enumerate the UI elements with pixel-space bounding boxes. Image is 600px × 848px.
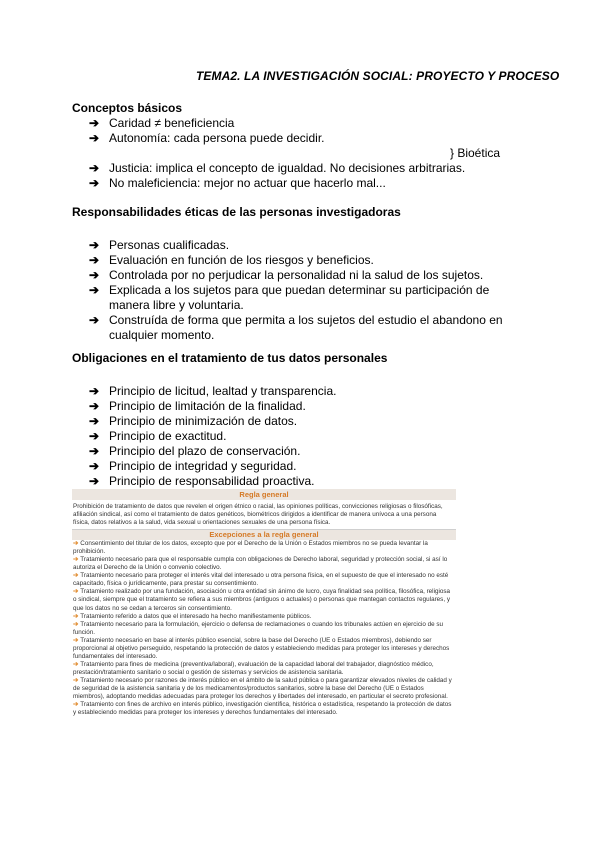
section-obligaciones [72,351,532,489]
section-responsabilidades [72,205,532,343]
list-item: ➔ Autonomía: cada persona puede decidir. [89,131,325,145]
list-item: ➔ Explicada a los sujetos para que puedan determinar su participación de manera libre y voluntaria. [89,283,490,312]
arrow-icon: ➔ [89,399,100,413]
arrow-icon: ➔ [73,556,79,564]
rgpd-exception-item: ➔ Tratamiento para fines de medicina (preventiva/laboral), evaluación de la capacidad laboral del trabajador, diagnóstico médico, prestación/tratamiento sanitario o social o gestión de sistemas y servicios de asistencia sanitaria. [73,660,434,676]
list-item: ➔ Personas cualificadas. [89,238,230,252]
arrow-icon: ➔ [73,636,79,644]
rgpd-exception-item: ➔ Tratamiento necesario por razones de interés público en el ámbito de la salud pública o para garantizar elevados niveles de calidad y de seguridad de la asistencia sanitaria y de los medicamentos/productos sanitarios, sobre la base del Derecho (UE o Estados miembros), adoptando medidas adecuadas para proteger los derechos y libertades del interesado, en particular el secreto profesional. [73,676,452,701]
bioetica-brace-label: } Bioética [450,146,501,160]
arrow-icon: ➔ [89,176,100,190]
arrow-icon: ➔ [73,701,79,709]
rgpd-exception-item: ➔ Tratamiento necesario en base al interés público esencial, sobre la base del Derecho (UE o Estados miembros), debiendo ser proporcional al objetivo perseguido, respetando la protección de datos y estableciendo medidas para proteger los intereses y derechos fundamentales del interesado. [73,636,450,660]
arrow-icon: ➔ [89,238,100,252]
arrow-icon: ➔ [89,444,100,458]
arrow-icon: ➔ [89,253,100,267]
list-item: ➔ Principio del plazo de conservación. [89,444,301,458]
list-item: ➔ Principio de responsabilidad proactiva. [89,474,315,488]
arrow-icon: ➔ [73,540,79,548]
section-heading-obligaciones: Obligaciones en el tratamiento de tus datos personales [72,351,388,365]
arrow-icon: ➔ [89,414,100,428]
arrow-icon: ➔ [73,660,79,668]
list-item: ➔ No maleficiencia: mejor no actuar que hacerlo mal... [89,176,386,190]
rgpd-exception-item: ➔ Consentimiento del titular de los datos, excepto que por el Derecho de la Unión o Estados miembros no se pueda levantar la prohibición. [73,540,428,556]
list-item: ➔ Principio de limitación de la finalidad. [89,399,306,413]
arrow-icon: ➔ [89,313,100,327]
list-item: ➔ Principio de minimización de datos. [89,414,298,428]
list-item: ➔ Construída de forma que permita a los sujetos del estudio el abandono en cualquier momento. [89,313,503,342]
arrow-icon: ➔ [73,676,79,684]
rgpd-exception-item: ➔ Tratamiento referido a datos que el interesado ha hecho manifiestamente públicos. [73,612,312,620]
rgpd-exception-item: ➔ Tratamiento realizado por una fundación, asociación u otra entidad sin ánimo de lucro, cuya finalidad sea política, filosófica, religiosa o sindical, siempre que el tratamiento se refiera a sus miembros (antiguos o actuales) o personas que mantegan contactos regulares, y que los datos no se cedan a terceros sin consentimiento. [73,588,451,612]
arrow-icon: ➔ [73,572,79,580]
rgpd-exception-item: ➔ Tratamiento con fines de archivo en interés público, investigación científica, histórica o estadística, respetando la protección de datos y estableciendo medidas para proteger los intereses y derechos fundamentales del interesado. [73,701,452,717]
arrow-icon: ➔ [89,116,100,130]
list-item: ➔ Justicia: implica el concepto de igualdad. No decisiones arbitrarias. [89,161,466,175]
arrow-icon: ➔ [73,620,79,628]
arrow-icon: ➔ [89,474,100,488]
rgpd-exception-item: ➔ Tratamiento necesario para la formulación, ejercicio o defensa de reclamaciones o cuando los tribunales actúen en ejercicio de su función. [73,620,444,636]
arrow-icon: ➔ [89,429,100,443]
list-item: ➔ Evaluación en función de los riesgos y beneficios. [89,253,374,267]
list-item: ➔ Principio de licitud, lealtad y transparencia. [89,384,337,398]
page-title: TEMA2. LA INVESTIGACIÓN SOCIAL: PROYECTO Y PROCESO [196,69,560,83]
arrow-icon: ➔ [73,588,79,596]
list-item: ➔ Principio de integridad y seguridad. [89,459,297,473]
rgpd-general-text: Prohibición de tratamiento de datos que revelen el origen étnico o racial, las opiniones políticas, convicciones religiosas o filosóficas, afiliación sindical, así como el tratamiento de datos genéticos, biométricos dirigidos a identificar de manera unívoca a una persona física, datos relativos a la salud, vida sexual u orientaciones sexuales de una persona física. [72,501,456,530]
section-heading-responsabilidades: Responsabilidades éticas de las personas investigadoras [72,205,401,219]
responsabilidades-list [72,238,532,343]
arrow-icon: ➔ [89,459,100,473]
list-item: ➔ Caridad ≠ beneficiencia [89,116,235,130]
arrow-icon: ➔ [89,283,100,297]
list-item: ➔ Controlada por no perjudicar la personalidad ni la salud de los sujetos. [89,268,484,282]
rgpd-exceptions-heading: Excepciones a la regla general [72,530,456,540]
section-heading-conceptos: Conceptos básicos [72,101,183,115]
rgpd-exception-item: ➔ Tratamiento necesario para proteger el interés vital del interesado u otra persona física, en el supuesto de que el interesado no esté capacitado, física o jurídicamente, para prestar su consentimiento. [73,572,449,588]
arrow-icon: ➔ [89,268,100,282]
obligaciones-list [72,384,532,489]
list-item: ➔ Principio de exactitud. [89,429,227,443]
arrow-icon: ➔ [89,131,100,145]
arrow-icon: ➔ [89,161,100,175]
rgpd-exception-item: ➔ Tratamiento necesario para que el responsable cumpla con obligaciones de Derecho laboral, seguridad y protección social, si así lo autoriza el Derecho de la Unión o convenio colectivo. [73,556,448,572]
rgpd-general-heading: Regla general [72,489,456,501]
rgpd-table-image [72,489,456,717]
arrow-icon: ➔ [73,612,79,620]
arrow-icon: ➔ [89,384,100,398]
